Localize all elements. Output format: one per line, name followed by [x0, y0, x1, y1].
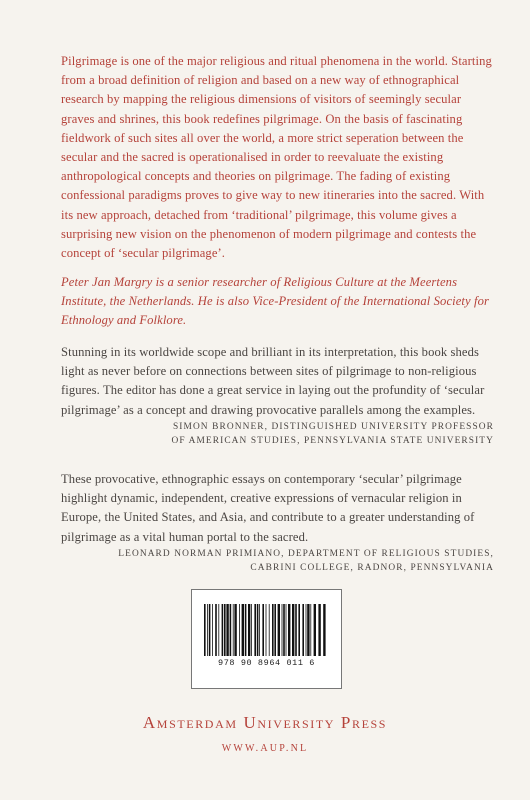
barcode-bar: [218, 604, 219, 656]
barcode-bar: [298, 604, 300, 656]
barcode-bar: [234, 604, 236, 656]
barcode-bar: [283, 604, 285, 656]
review-text: These provocative, ethnographic essays on contemporary ‘secular’ pilgrimage highlight dynamic, independent, creative expressions of vernacular religion in Europe, the United States, and Asia, and contribute to a greater understanding of pilgrimage as a vital human portal to the sacred.: [61, 472, 475, 544]
review-attribution: [61, 547, 494, 575]
review-bronner: [61, 343, 494, 448]
barcode-bar: [209, 604, 211, 656]
barcode-bar: [239, 604, 240, 656]
barcode-bar: [310, 604, 311, 656]
publisher-name: Amsterdam University Press: [142, 713, 388, 732]
barcode-bar: [282, 604, 283, 656]
barcode-bar: [295, 604, 297, 656]
barcode-bar: [288, 604, 290, 656]
review-attribution: [61, 420, 494, 448]
barcode-bar: [274, 604, 276, 656]
review-text: Stunning in its worldwide scope and brilliant in its interpretation, this book sheds light as never before on connections between sites of pilgrimage to non-religious figures. The editor has done a great service in laying out the profundity of ‘secular pilgrimage’ as a concept and drawing provocative parallels among the examples.: [61, 345, 485, 417]
publisher-website: WWW.AUP.NL: [221, 743, 309, 754]
barcode-bar: [278, 604, 280, 656]
barcode-bar: [306, 604, 307, 656]
barcode-bar: [251, 604, 252, 656]
attribution-line: SIMON BRONNER, DISTINGUISHED UNIVERSITY PROFESSOR: [172, 421, 494, 432]
author-bio: [61, 273, 494, 331]
isbn-barcode: [191, 589, 342, 689]
attribution-line: OF AMERICAN STUDIES, PENNSYLVANIA STATE UNIVERSITY: [171, 436, 494, 447]
barcode-bar: [307, 604, 309, 656]
barcode-bar: [259, 604, 260, 656]
barcode-bar: [292, 604, 294, 656]
barcode-bar: [224, 604, 226, 656]
barcode-bar: [269, 604, 270, 656]
review-primiano: [61, 470, 494, 575]
barcode-bar: [254, 604, 256, 656]
barcode-bar: [286, 604, 287, 656]
barcode-bar: [266, 604, 267, 656]
barcode-bar: [204, 604, 206, 656]
barcode-bar: [242, 604, 244, 656]
barcode-bar: [272, 604, 274, 656]
author-bio-text: Peter Jan Margry is a senior researcher of Religious Culture at the Meertens Institute, the Netherlands. He is also Vice-President of the International Society for Ethnology and Folklore.: [61, 275, 489, 328]
barcode-bar: [248, 604, 250, 656]
barcode-bar: [207, 604, 208, 656]
barcode-bar: [233, 604, 234, 656]
barcode-bar: [318, 604, 320, 656]
barcode-bar: [212, 604, 213, 656]
barcode-bar: [245, 604, 247, 656]
barcode-bar: [302, 604, 304, 656]
description-text: Pilgrimage is one of the major religious and ritual phenomena in the world. Starting from a broad definition of religion and based on a new way of ethnographical research by mapping the religious dimensions of visitors of seemingly secular graves and shrines, this book redefines pilgrimage. On the basis of fascinating fieldwork of such sites all over the world, a more strict seperation between the secular and the sacred is operationalised in order to reevaluate the existing anthropological concepts and theories on pilgrimage. The fading of existing confessional paradigms proves to give way to new itineraries into the sacred. With its new approach, detached from ‘traditional’ pilgrimage, this volume gives a surprising new vision on the phenomenon of modern pilgrimage and contests the concept of ‘secular pilgrimage’.: [61, 54, 492, 261]
barcode-bars-icon: [204, 604, 327, 656]
barcode-bar: [215, 604, 217, 656]
barcode-bar: [323, 604, 325, 656]
barcode-bar: [262, 604, 264, 656]
book-description: [61, 52, 494, 263]
barcode-bar: [222, 604, 224, 656]
isbn-number: 978 90 8964 011 6: [218, 658, 315, 668]
attribution-line: LEONARD NORMAN PRIMIANO, DEPARTMENT OF RELIGIOUS STUDIES,: [118, 548, 494, 559]
attribution-line: CABRINI COLLEGE, RADNOR, PENNSYLVANIA: [250, 563, 494, 574]
barcode-bar: [226, 604, 228, 656]
barcode-bar: [230, 604, 232, 656]
barcode-bar: [257, 604, 259, 656]
barcode-bar: [314, 604, 316, 656]
